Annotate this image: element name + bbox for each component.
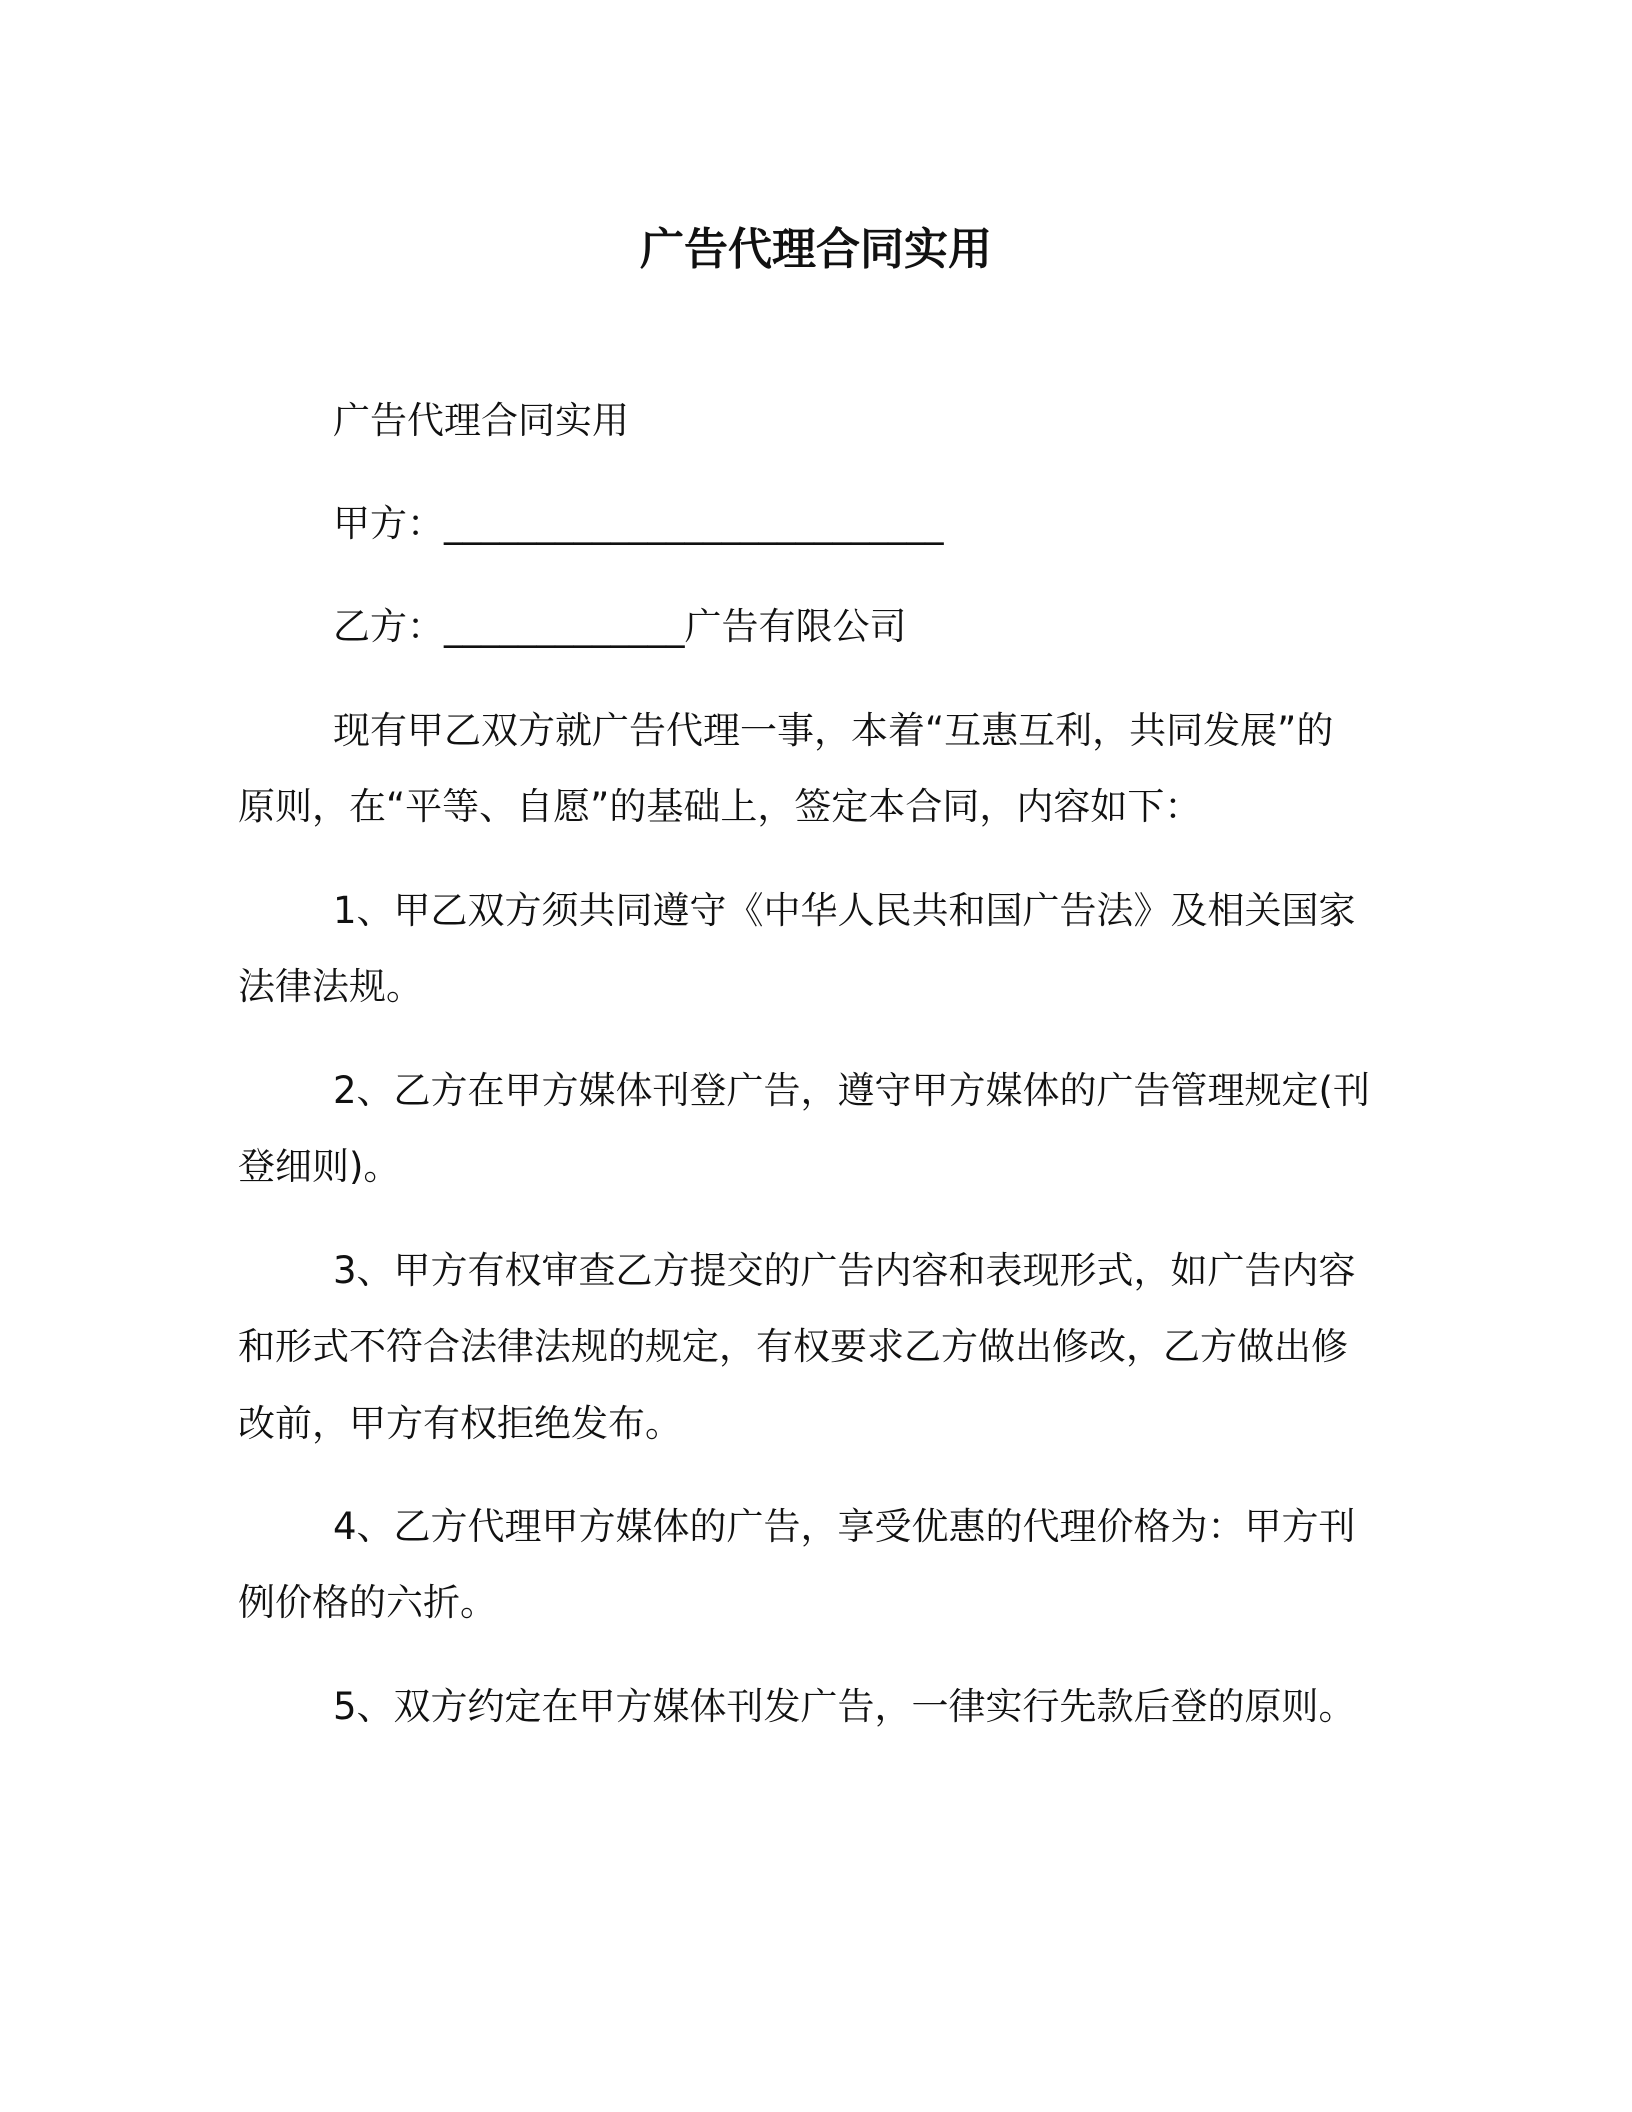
subtitle: 广告代理合同实用 [333,399,629,442]
paragraph-line: 原则，在“平等、自愿”的基础上，签定本合同，内容如下： [238,785,1202,828]
party-a-line: 甲方：___________________________ [333,502,944,545]
paragraph-line: 现有甲乙双方就广告代理一事，本着“互惠互利，共同发展”的 [333,709,1334,752]
paragraph-line: 1、甲乙双方须共同遵守《中华人民共和国广告法》及相关国家 [333,889,1356,932]
paragraph-line: 5、双方约定在甲方媒体刊发广告，一律实行先款后登的原则。 [333,1685,1356,1728]
party-b-line: 乙方：_____________广告有限公司 [333,605,907,648]
paragraph-line: 4、乙方代理甲方媒体的广告，享受优惠的代理价格为：甲方刊 [333,1505,1356,1548]
paragraph-line: 3、甲方有权审查乙方提交的广告内容和表现形式，如广告内容 [333,1249,1356,1292]
paragraph-line: 2、乙方在甲方媒体刊登广告，遵守甲方媒体的广告管理规定(刊 [333,1069,1370,1112]
paragraph-line: 改前，甲方有权拒绝发布。 [238,1402,682,1445]
paragraph-line: 例价格的六折。 [238,1581,497,1624]
paragraph-line: 法律法规。 [238,965,423,1008]
document-title: 广告代理合同实用 [640,224,992,275]
paragraph-line: 登细则)。 [238,1145,401,1188]
paragraph-line: 和形式不符合法律法规的规定，有权要求乙方做出修改，乙方做出修 [238,1325,1348,1368]
